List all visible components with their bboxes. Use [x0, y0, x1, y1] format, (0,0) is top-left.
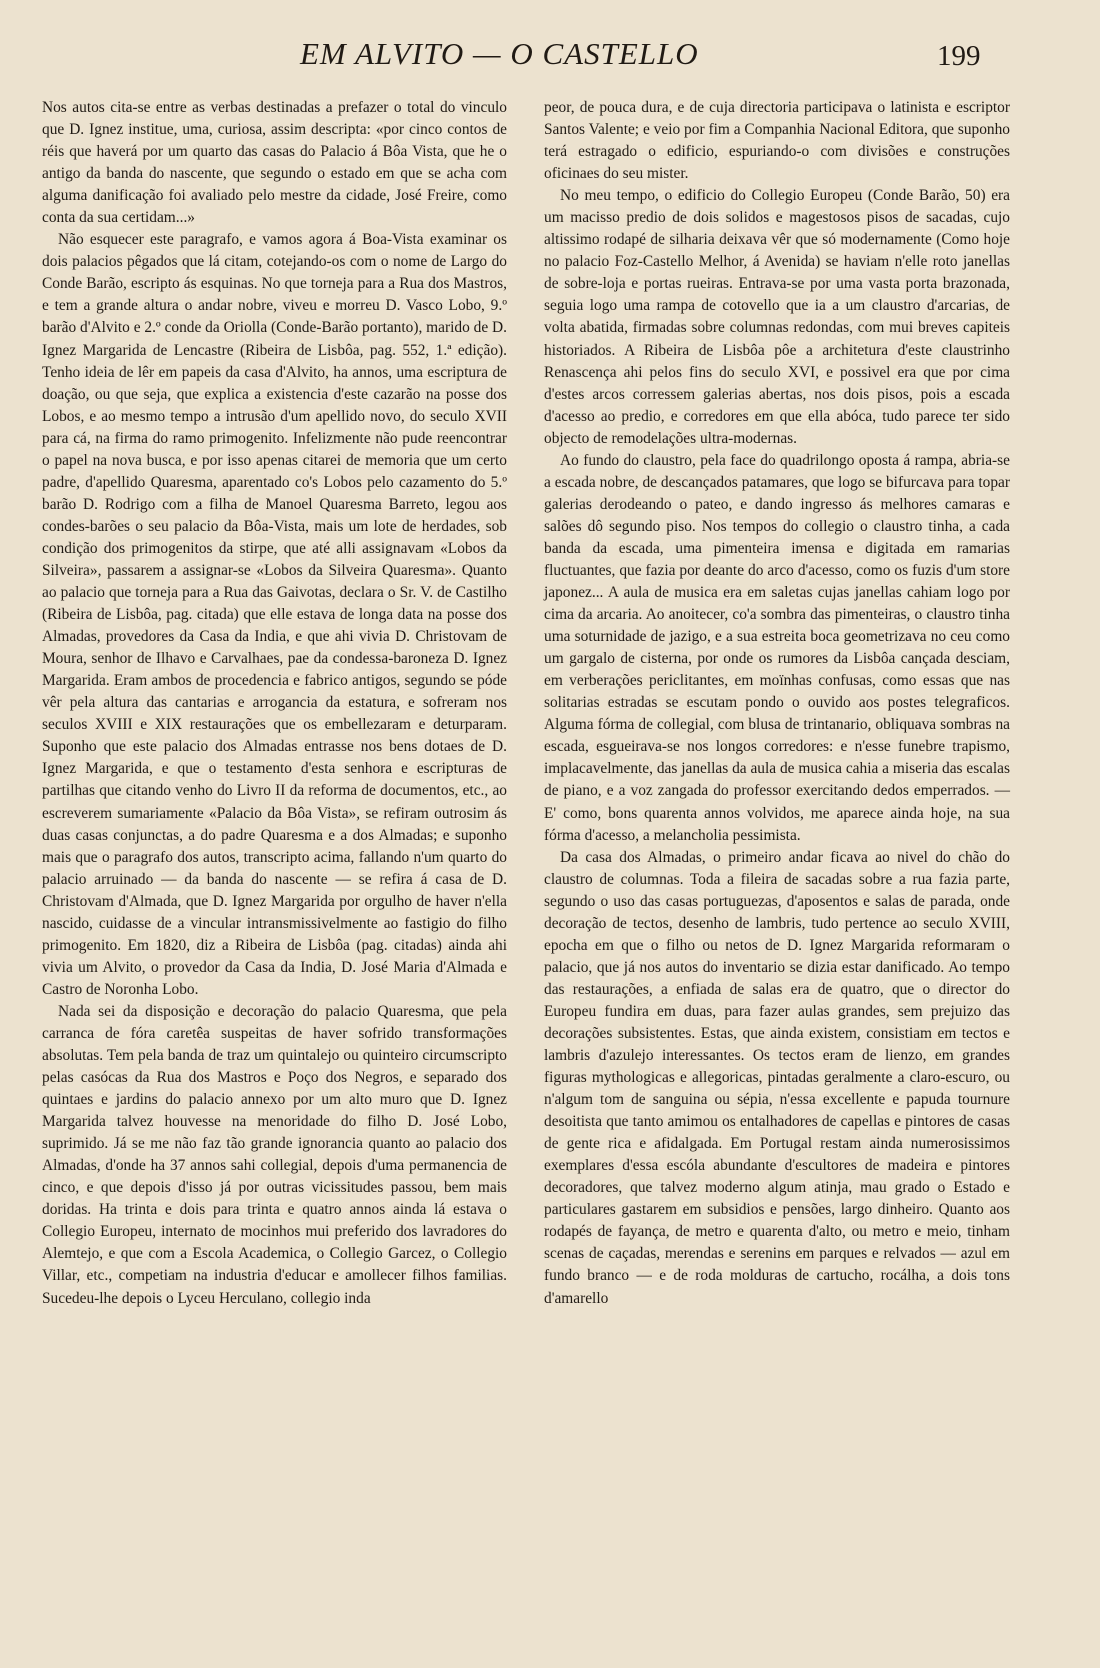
paragraph: Nos autos cita-se entre as verbas destinadas a prefazer o total do vinculo que D. Ignez institue, uma, curiosa, assim descripta: «por cinco contos de réis que haverá por um quarto das casas do Palacio á Bôa Vista, que he o antigo da banda do nascente, que segundo o estado em que se acha com alguma danificação foi avaliado pelo mestre da cidade, José Freire, como conta da sua certidam...» [42, 99, 507, 227]
paragraph: Da casa dos Almadas, o primeiro andar ficava ao nivel do chão do claustro de columnas. Toda a fileira de sacadas sobre a rua fazia parte, segundo o uso das casas portuguezas, d'aposentos e salas de parada, onde decoração de tectos, desenho de lambris, tudo pertence ao seculo XVIII, epocha em que o filho ou netos de D. Ignez Margarida reformaram o palacio, que já nos autos do inventario se dizia estar danificado. Ao tempo das restaurações, a enfiada de salas era de quatro, que o director do Europeu fundira em duas, para fazer aulas grandes, sem prejuizo das decorações subsistentes. Estas, que ainda existem, consistiam em tectos e lambris d'azulejo interessantes. Os tectos eram de lienzo, em grandes figuras mythologicas e allegoricas, pintadas geralmente a claro-escuro, ou n'algum tom de sanguina ou sépia, n'essa excellente e papuda tournure desoitista que tanto amimou os entalhadores de capellas e pintores de casas de gente rica e afidalgada. Em Portugal restam ainda numerosissimos exemplares d'essa escóla abundante d'escultores de madeira e pintores decoradores, que talvez moderno algum atinja, mau grado o Estado e particulares gastarem em subsidios e pensões, largo dinheiro. Quanto aos rodapés de fayança, de metro e quarenta d'alto, ou metro e meio, tinham scenas de caçadas, merendas e serenins em parques e relvados — azul em fundo branco — e de roda molduras de cartucho, rocálha, a dois tons d'amarello [544, 848, 1010, 1307]
paragraph: peor, de pouca dura, e de cuja directoria participava o latinista e escriptor Santos Valente; e veio por fim a Companhia Nacional Editora, que suponho terá estragado o edificio, espuriando-o com divisões e construções oficinaes do seu mister. [544, 99, 1010, 183]
paragraph: Nada sei da disposição e decoração do palacio Quaresma, que pela carranca de fóra caretêa suspeitas de haver sofrido transformações absolutas. Tem pela banda de traz um quintalejo ou quinteiro circumscripto pelas casócas da Rua dos Mastros e Poço dos Negros, e separado dos quintaes e jardins do palacio annexo por um alto muro que D. Ignez Margarida talvez houvesse na menoridade do filho D. José Lobo, suprimido. Já se me não faz tão grande ignorancia quanto ao palacio dos Almadas, d'onde ha 37 annos sahi collegial, depois d'uma permanencia de cinco, e que depois d'isso já por outras vicissitudes passou, bem mais doridas. Ha trinta e dois para trinta e quatro annos ainda lá estava o Collegio Europeu, internato de mocinhos mui preferido dos lavradores do Alemtejo, e que com a Escola Academica, o Collegio Garcez, o Collegio Villar, etc., competiam na industria d'educar e amollecer filhos familias. Sucedeu-lhe depois o Lyceu Herculano, collegio inda [42, 1002, 507, 1307]
page-header [0, 36, 1100, 80]
right-column [544, 97, 1010, 1310]
paragraph: No meu tempo, o edificio do Collegio Europeu (Conde Barão, 50) era um macisso predio de dois solidos e magestosos pisos de sacadas, cujo altissimo rodapé de silharia deixava vêr que só modernamente (Como hoje no palacio Foz-Castello Melhor, á Avenida) se haviam n'elle roto janellas de sobre-loja e portas rueiras. Entrava-se por uma vasta porta brazonada, seguia logo uma rampa de cotovello que ia a um claustro d'arcarias, de volta abatida, firmadas sobre columnas redondas, com mui breves capiteis historiados. A Ribeira de Lisbôa pôe a architetura d'este claustrinho Renascença ahi pelos fins do seculo XVI, e possivel era que por cima d'estes arcos corressem galerias abertas, nos dois pisos, pois a escada d'acesso ao predio, e corredores em que ella abóca, tudo parece ter sido objecto de remodelações ultra-modernas. [544, 187, 1010, 447]
page-number: 199 [937, 40, 981, 72]
paragraph: Não esquecer este paragrafo, e vamos agora á Boa-Vista examinar os dois palacios pêgados que lá citam, cotejando-os com o nome de Largo do Conde Barão, escripto ás esquinas. No que torneja para a Rua dos Mastros, e tem a grande altura o andar nobre, viveu e morreu D. Vasco Lobo, 9.º barão d'Alvito e 2.º conde da Oriolla (Conde-Barão portanto), marido de D. Ignez Margarida de Lencastre (Ribeira de Lisbôa, pag. 552, 1.ª edição). Tenho ideia de lêr em papeis da casa d'Alvito, ha annos, uma escriptura de doação, ou que seja, que explica a existencia d'este cazarão na posse dos Lobos, e ao mesmo tempo a intrusão d'um apellido novo, do seculo XVII para cá, na firma do ramo primogenito. Infelizmente não pude reencontrar o papel na nova busca, e por isso apenas citarei de memoria que um certo padre, d'apellido Quaresma, aparentado co's Lobos pelo cazamento do 5.º barão D. Rodrigo com a filha de Manoel Quaresma Barreto, legou aos condes-barões o seu palacio da Bôa-Vista, mais um lote de herdades, sob condição dos primogenitos da stirpe, que até alli assignavam «Lobos da Silveira», passarem a assignar-se «Lobos da Silveira Quaresma». Quanto ao palacio que torneja para a Rua das Gaivotas, declara o Sr. V. de Castilho (Ribeira de Lisbôa, pag. citada) que elle estava de longa data na posse dos Almadas, provedores da Casa da India, e que ahi vivia D. Christovam de Moura, senhor de Ilhavo e Carvalhaes, pae da condessa-baroneza D. Ignez Margarida. Eram ambos de procedencia e fabrico antigos, segundo se póde vêr pela altura das cantarias e arrogancia da estatura, e sofreram nos seculos XVIII e XIX restaurações que os embellezaram e deturparam. Suponho que este palacio dos Almadas entrasse nos bens dotaes de D. Ignez Margarida, e que o testamento d'esta senhora e escripturas de partilhas que citando venho do Livro II da reforma de documentos, etc., ao escreverem sumariamente «Palacio da Bôa Vista», se refiram outrosim ás duas casas conjunctas, a do padre Quaresma e a dos Almadas; e suponho mais que o paragrafo dos autos, transcripto acima, fallando n'um quarto do palacio arruinado — da banda do nascente — se refira á casa de D. Christovam d'Almada, que D. Ignez Margarida por orgulho de haver n'ella nascido, cuidasse de a vincular intransmissivelmente ao fastigio do filho primogenito. Em 1820, diz a Ribeira de Lisbôa (pag. citadas) ainda ahi vivia um Alvito, o provedor da Casa da India, D. José Maria d'Almada e Castro de Noronha Lobo. [42, 231, 507, 998]
paragraph: Ao fundo do claustro, pela face do quadrilongo oposta á rampa, abria-se a escada nobre, de descançados patamares, que logo se bifurcava para topar galerias derodeando o pateo, e dando ingresso ás melhores camaras e salões dô segundo piso. Nos tempos do collegio o claustro tinha, a cada banda da escada, uma pimenteira imensa e digitada em ramarias fluctuantes, que fazia por deante do arco d'acesso, como os fuzis d'um store japonez... A aula de musica era em saletas cujas janellas cahiam logo por cima da arcaria. Ao anoitecer, co'a sombra das pimenteiras, o claustro tinha uma soturnidade de jazigo, e a sua estreita boca geometrizava no ceu como um gargalo de cisterna, por onde os rumores da Lisbôa cançada desciam, em verberações periclitantes, em moïnhas confusas, como essas que nas solitarias estradas se escutam pondo o ouvido aos postes telegraficos. Alguma fórma de collegial, com blusa de trintanario, obliquava sombras na escada, esgueirava-se nos longos corredores: e n'esse funebre trapismo, implacavelmente, das janellas da aula de musica cahia a miseria das escalas de piano, e a voz zangada do professor exercitando dedos emperrados. — E' como, bons quarenta annos volvidos, me aparece ainda hoje, na sua fórma d'acesso, a melancholia pessimista. [544, 451, 1010, 844]
left-column [42, 97, 507, 1310]
running-title: EM ALVITO — O CASTELLO [300, 36, 699, 71]
